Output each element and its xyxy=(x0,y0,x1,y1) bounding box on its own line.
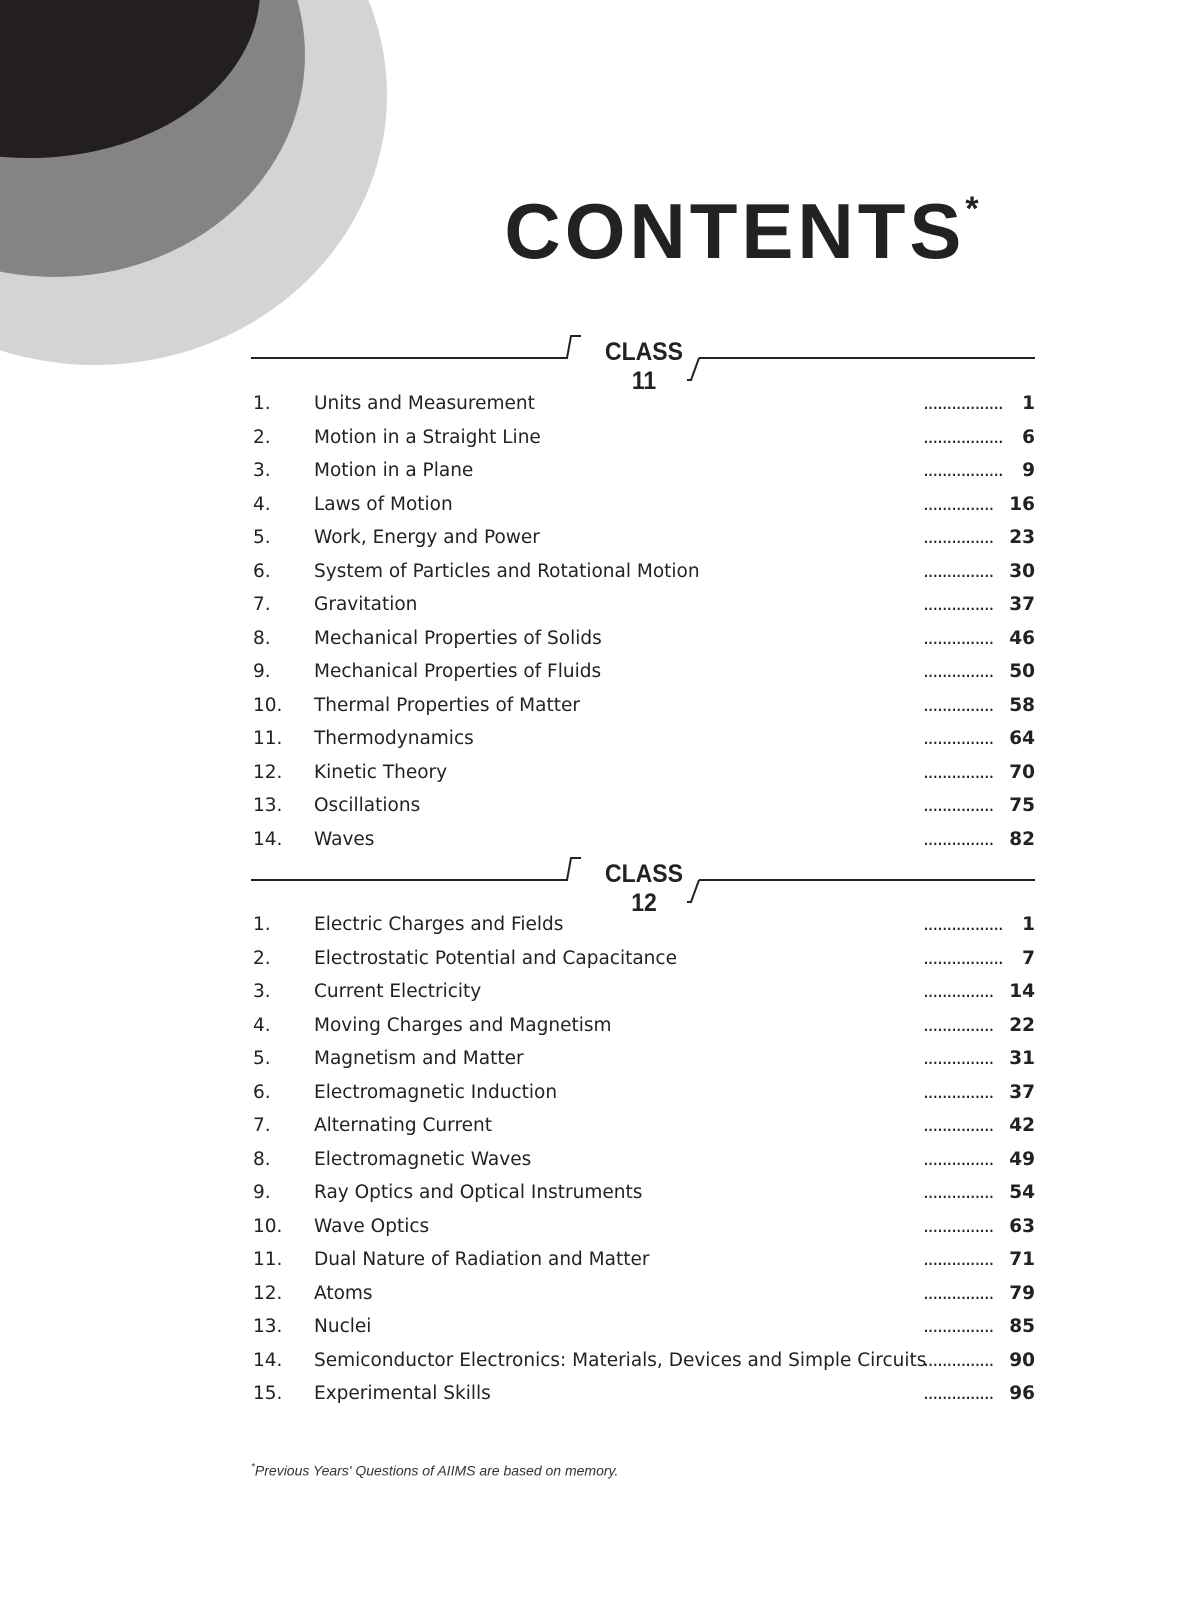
entry-number: 15. xyxy=(253,1383,283,1404)
entry-title: System of Particles and Rotational Motion xyxy=(314,560,700,582)
entry-page-number: 31 xyxy=(1009,1048,1035,1069)
entry-leader: ............... xyxy=(923,1282,994,1304)
entry-number: 9. xyxy=(253,661,271,682)
toc-entry xyxy=(251,1316,1035,1350)
entry-leader: ............... xyxy=(923,1383,994,1404)
title-asterisk: * xyxy=(965,190,979,228)
toc-entry xyxy=(251,1115,1035,1149)
page-title-text: CONTENTS xyxy=(504,187,966,275)
entry-title: Oscillations xyxy=(314,795,421,816)
entry-title: Semiconductor Electronics: Materials, Devices and Simple Circuits xyxy=(314,1349,927,1371)
entry-page-number: 37 xyxy=(1009,1081,1035,1103)
toc-entry xyxy=(251,628,1035,662)
entry-page-number: 75 xyxy=(1009,795,1035,816)
entry-page-number: 63 xyxy=(1009,1215,1035,1237)
entry-leader: ............... xyxy=(923,661,994,682)
footnote-mark: * xyxy=(251,1462,255,1473)
entry-page-number: 22 xyxy=(1009,1014,1035,1036)
entry-number: 8. xyxy=(253,627,271,649)
entry-title: Dual Nature of Radiation and Matter xyxy=(314,1249,650,1270)
entry-number: 6. xyxy=(253,1081,271,1103)
entry-title: Electrostatic Potential and Capacitance xyxy=(314,947,677,969)
entry-title: Units and Measurement xyxy=(314,393,535,414)
toc-entry xyxy=(251,661,1035,695)
entry-leader: ................. xyxy=(923,426,1003,448)
toc-entry xyxy=(251,1350,1035,1384)
entry-page-number: 82 xyxy=(1009,828,1035,850)
toc-entry xyxy=(251,728,1035,762)
entry-title: Electromagnetic Waves xyxy=(314,1148,532,1170)
toc-entry xyxy=(251,1216,1035,1250)
footnote-text: Previous Years' Questions of AIIMS are based on memory. xyxy=(254,1462,619,1479)
entry-leader: ............... xyxy=(923,1349,994,1371)
entry-page-number: 90 xyxy=(1009,1349,1035,1371)
entry-number: 14. xyxy=(253,828,283,850)
entry-leader: ............... xyxy=(923,627,994,649)
entry-page-number: 50 xyxy=(1009,661,1035,682)
entry-number: 9. xyxy=(253,1182,271,1203)
entry-page-number: 85 xyxy=(1009,1316,1035,1337)
entry-number: 5. xyxy=(253,1048,271,1069)
entry-page-number: 23 xyxy=(1009,527,1035,548)
entry-leader: ............... xyxy=(923,828,994,850)
entry-leader: ............... xyxy=(923,694,994,716)
entry-page-number: 70 xyxy=(1009,761,1035,783)
toc-entry xyxy=(251,1249,1035,1283)
section-label: CLASS 11 xyxy=(605,338,683,395)
entry-page-number: 7 xyxy=(1022,947,1035,969)
toc-list-class-11 xyxy=(251,393,1035,862)
entry-page-number: 9 xyxy=(1022,460,1035,481)
section-label: CLASS 12 xyxy=(605,860,683,917)
entry-leader: ............... xyxy=(923,1215,994,1237)
entry-number: 12. xyxy=(253,1282,283,1304)
entry-page-number: 46 xyxy=(1009,627,1035,649)
entry-number: 4. xyxy=(253,1014,271,1036)
entry-title: Mechanical Properties of Solids xyxy=(314,627,602,649)
toc-entry xyxy=(251,981,1035,1015)
entry-number: 11. xyxy=(253,1249,283,1270)
entry-number: 13. xyxy=(253,795,283,816)
entry-page-number: 54 xyxy=(1009,1182,1035,1203)
entry-page-number: 58 xyxy=(1009,694,1035,716)
entry-number: 6. xyxy=(253,560,271,582)
entry-title: Laws of Motion xyxy=(314,493,453,515)
toc-entry xyxy=(251,460,1035,494)
entry-number: 2. xyxy=(253,947,271,969)
entry-leader: ............... xyxy=(923,1014,994,1036)
entry-number: 10. xyxy=(253,1215,283,1237)
entry-title: Thermal Properties of Matter xyxy=(314,694,580,716)
toc-entry xyxy=(251,427,1035,461)
entry-number: 5. xyxy=(253,527,271,548)
entry-leader: ............... xyxy=(923,594,994,615)
entry-leader: ............... xyxy=(923,1182,994,1203)
entry-number: 10. xyxy=(253,694,283,716)
toc-entry xyxy=(251,527,1035,561)
entry-title: Experimental Skills xyxy=(314,1383,491,1404)
entry-title: Gravitation xyxy=(314,594,418,615)
entry-title: Kinetic Theory xyxy=(314,761,448,783)
entry-title: Thermodynamics xyxy=(314,728,474,749)
entry-page-number: 1 xyxy=(1022,914,1035,935)
entry-page-number: 42 xyxy=(1009,1115,1035,1136)
entry-page-number: 14 xyxy=(1009,981,1035,1002)
entry-leader: ............... xyxy=(923,1081,994,1103)
entry-title: Motion in a Plane xyxy=(314,460,474,481)
entry-leader: ............... xyxy=(923,527,994,548)
entry-leader: ................. xyxy=(923,914,1003,935)
entry-number: 1. xyxy=(253,393,271,414)
entry-leader: ............... xyxy=(923,981,994,1002)
section-header-class-12 xyxy=(251,854,1035,917)
entry-page-number: 79 xyxy=(1009,1282,1035,1304)
toc-entry xyxy=(251,561,1035,595)
entry-page-number: 37 xyxy=(1009,594,1035,615)
entry-leader: ............... xyxy=(923,493,994,515)
toc-entry xyxy=(251,762,1035,796)
entry-number: 4. xyxy=(253,493,271,515)
footnote xyxy=(251,1462,618,1479)
entry-leader: ............... xyxy=(923,1249,994,1270)
entry-number: 1. xyxy=(253,914,271,935)
entry-leader: ................. xyxy=(923,460,1003,481)
toc-entry xyxy=(251,393,1035,427)
toc-entry xyxy=(251,1283,1035,1317)
entry-title: Atoms xyxy=(314,1282,373,1304)
entry-page-number: 1 xyxy=(1022,393,1035,414)
entry-page-number: 96 xyxy=(1009,1383,1035,1404)
entry-number: 3. xyxy=(253,460,271,481)
entry-number: 7. xyxy=(253,594,271,615)
entry-title: Waves xyxy=(314,828,375,850)
entry-page-number: 49 xyxy=(1009,1148,1035,1170)
entry-title: Ray Optics and Optical Instruments xyxy=(314,1182,643,1203)
toc-entry xyxy=(251,1149,1035,1183)
entry-number: 14. xyxy=(253,1349,283,1371)
entry-number: 11. xyxy=(253,728,283,749)
entry-number: 3. xyxy=(253,981,271,1002)
entry-title: Wave Optics xyxy=(314,1215,430,1237)
entry-title: Work, Energy and Power xyxy=(314,527,540,548)
toc-entry xyxy=(251,948,1035,982)
page-title xyxy=(0,186,1183,277)
toc-list-class-12 xyxy=(251,914,1035,1417)
toc-entry xyxy=(251,1182,1035,1216)
entry-page-number: 16 xyxy=(1009,493,1035,515)
entry-page-number: 6 xyxy=(1022,426,1035,448)
entry-number: 12. xyxy=(253,761,283,783)
toc-entry xyxy=(251,695,1035,729)
toc-entry xyxy=(251,1082,1035,1116)
entry-number: 7. xyxy=(253,1115,271,1136)
toc-entry xyxy=(251,795,1035,829)
entry-page-number: 30 xyxy=(1009,560,1035,582)
entry-leader: ................. xyxy=(923,947,1003,969)
toc-entry xyxy=(251,1015,1035,1049)
entry-leader: ............... xyxy=(923,1115,994,1136)
entry-title: Electric Charges and Fields xyxy=(314,914,564,935)
entry-title: Nuclei xyxy=(314,1316,372,1337)
entry-page-number: 71 xyxy=(1009,1249,1035,1270)
entry-leader: ............... xyxy=(923,761,994,783)
entry-leader: ............... xyxy=(923,560,994,582)
toc-entry xyxy=(251,494,1035,528)
entry-leader: ............... xyxy=(923,795,994,816)
entry-title: Mechanical Properties of Fluids xyxy=(314,661,602,682)
entry-leader: ............... xyxy=(923,1148,994,1170)
entry-title: Motion in a Straight Line xyxy=(314,426,541,448)
entry-title: Moving Charges and Magnetism xyxy=(314,1014,612,1036)
toc-entry xyxy=(251,594,1035,628)
entry-leader: ............... xyxy=(923,1316,994,1337)
entry-number: 8. xyxy=(253,1148,271,1170)
toc-entry xyxy=(251,1383,1035,1417)
entry-page-number: 64 xyxy=(1009,728,1035,749)
entry-leader: ................. xyxy=(923,393,1003,414)
entry-title: Magnetism and Matter xyxy=(314,1048,524,1069)
section-header-class-11 xyxy=(251,332,1035,395)
entry-number: 2. xyxy=(253,426,271,448)
toc-entry xyxy=(251,1048,1035,1082)
entry-number: 13. xyxy=(253,1316,283,1337)
entry-title: Electromagnetic Induction xyxy=(314,1081,558,1103)
entry-title: Current Electricity xyxy=(314,981,482,1002)
toc-entry xyxy=(251,914,1035,948)
entry-leader: ............... xyxy=(923,728,994,749)
entry-leader: ............... xyxy=(923,1048,994,1069)
entry-title: Alternating Current xyxy=(314,1115,492,1136)
